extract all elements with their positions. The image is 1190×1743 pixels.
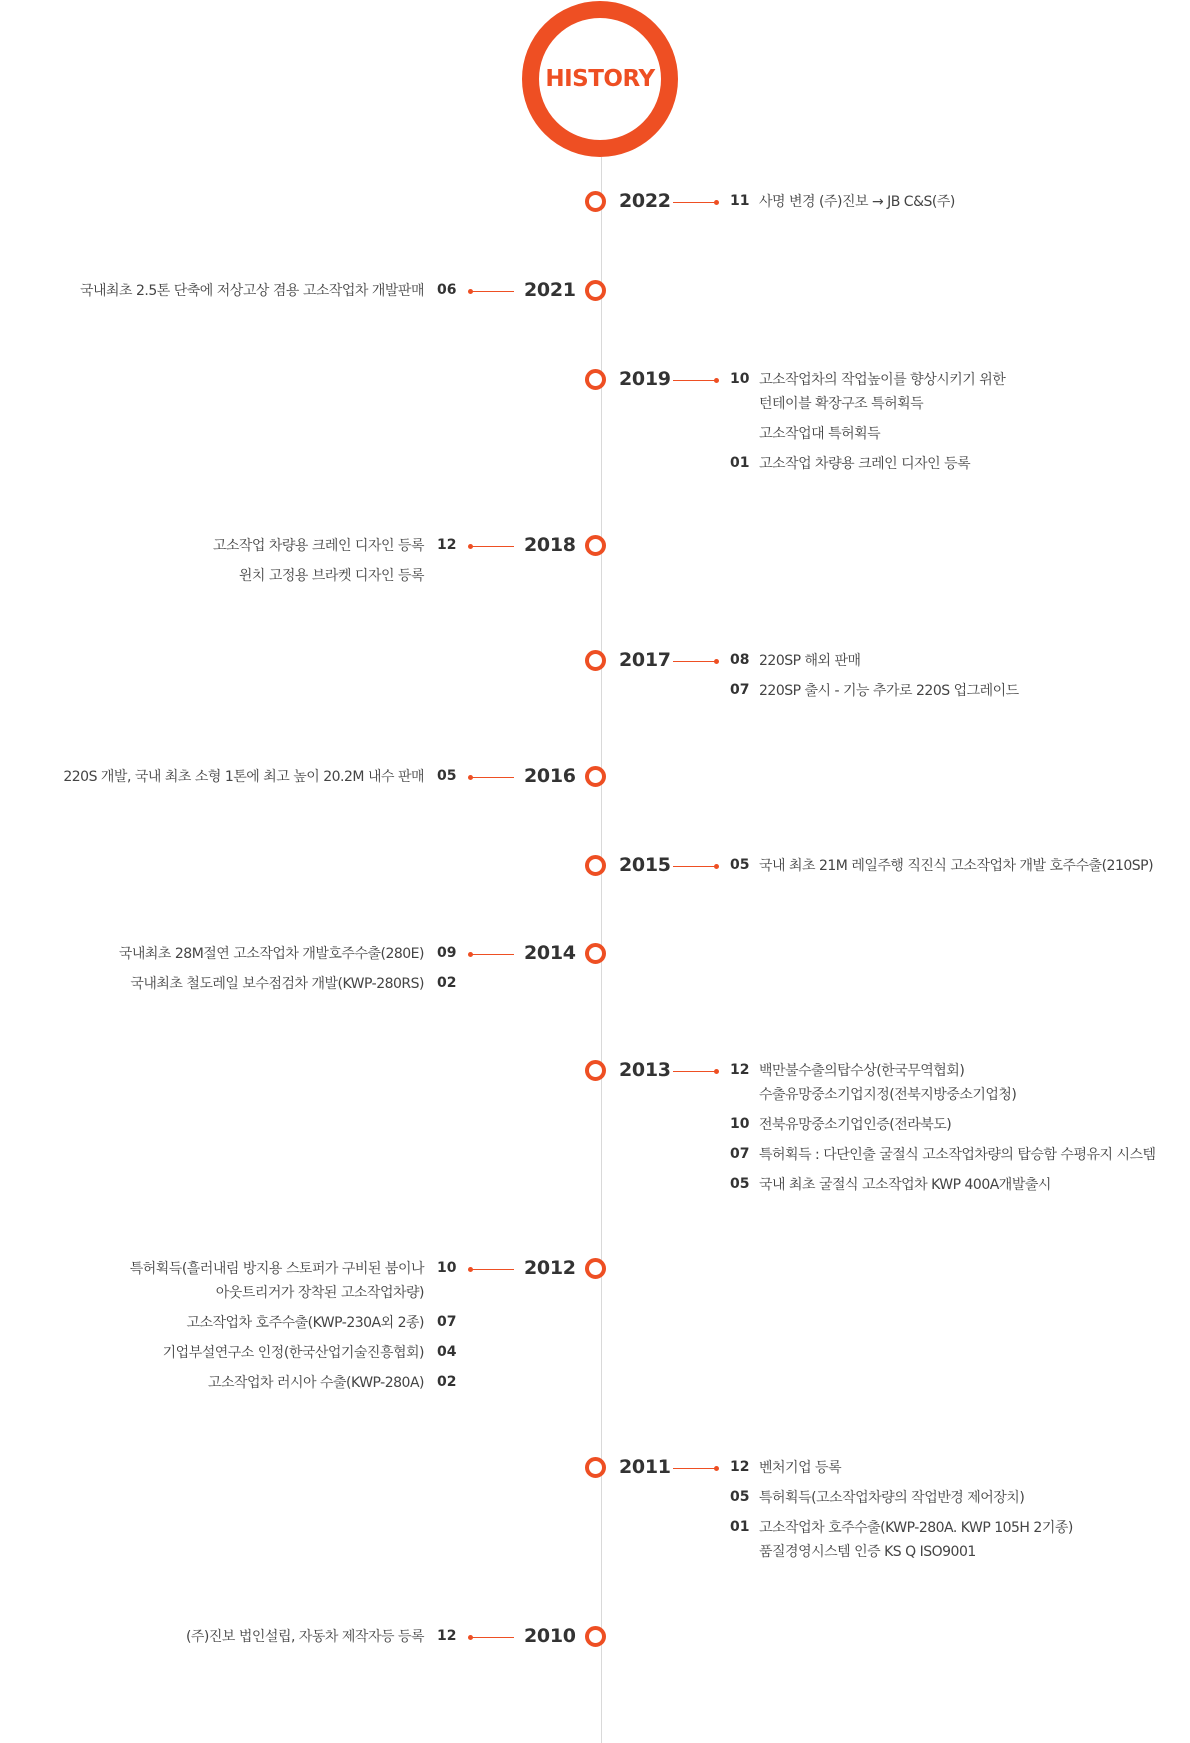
- event-text: 특허획득(흘러내림 방지용 스토퍼가 구비된 붐이나: [129, 1261, 424, 1277]
- event-text: 고소작업대 특허획득: [759, 426, 881, 442]
- year-connector: [470, 777, 514, 778]
- event-month: 10: [730, 1116, 750, 1132]
- event-text: 고소작업차 러시아 수출(KWP-280A): [207, 1375, 424, 1391]
- event-text: 윈치 고정용 브라켓 디자인 등록: [238, 568, 424, 584]
- event-text: 품질경영시스템 인증 KS Q ISO9001: [759, 1544, 976, 1560]
- event-month: 07: [437, 1314, 457, 1330]
- event-month: 12: [437, 1628, 457, 1644]
- year-label: 2013: [619, 1059, 671, 1081]
- timeline-node: [585, 943, 606, 964]
- event-month: 09: [437, 945, 457, 961]
- event-text: 고소작업 차량용 크레인 디자인 등록: [212, 538, 424, 554]
- event-text: 220S 개발, 국내 최초 소형 1톤에 최고 높이 20.2M 내수 판매: [63, 769, 424, 785]
- timeline-node: [585, 280, 606, 301]
- event-month: 04: [437, 1344, 457, 1360]
- event-text: 고소작업 차량용 크레인 디자인 등록: [759, 456, 971, 472]
- event-month: 02: [437, 975, 457, 991]
- year-connector: [470, 1269, 514, 1270]
- event-month: 12: [730, 1459, 750, 1475]
- year-label: 2022: [619, 190, 671, 212]
- timeline-node: [585, 1060, 606, 1081]
- event-text: 특허획득 : 다단인출 굴절식 고소작업차량의 탑승함 수평유지 시스템: [759, 1147, 1156, 1163]
- event-text: 수출유망중소기업지정(전북지방중소기업청): [759, 1087, 1017, 1103]
- event-month: 01: [730, 455, 750, 471]
- event-month: 02: [437, 1374, 457, 1390]
- event-text: 국내 최초 굴절식 고소작업차 KWP 400A개발출시: [759, 1177, 1051, 1193]
- year-label: 2021: [524, 279, 576, 301]
- year-connector: [470, 954, 514, 955]
- timeline-node: [585, 766, 606, 787]
- event-month: 07: [730, 682, 750, 698]
- event-month: 12: [730, 1062, 750, 1078]
- history-badge-label: HISTORY: [545, 66, 655, 92]
- event-text: 기업부설연구소 인정(한국산업기술진흥협회): [162, 1345, 424, 1361]
- year-label: 2012: [524, 1257, 576, 1279]
- event-text: 전북유망중소기업인증(전라북도): [759, 1117, 952, 1133]
- timeline-node: [585, 369, 606, 390]
- event-text: 고소작업차의 작업높이를 향상시키기 위한: [759, 372, 1006, 388]
- timeline-node: [585, 1626, 606, 1647]
- year-label: 2011: [619, 1456, 671, 1478]
- year-connector: [673, 380, 717, 381]
- event-text: 국내최초 철도레일 보수점검차 개발(KWP-280RS): [130, 976, 424, 992]
- event-month: 10: [437, 1260, 457, 1276]
- event-text: 220SP 해외 판매: [759, 653, 861, 669]
- year-label: 2018: [524, 534, 576, 556]
- year-label: 2015: [619, 854, 671, 876]
- event-month: 11: [730, 193, 750, 209]
- event-text: 백만불수출의탑수상(한국무역협회): [759, 1063, 965, 1079]
- timeline-node: [585, 191, 606, 212]
- event-text: 벤처기업 등록: [759, 1460, 842, 1476]
- timeline-node: [585, 1258, 606, 1279]
- year-connector: [673, 202, 717, 203]
- event-text: 특허획득(고소작업차량의 작업반경 제어장치): [759, 1490, 1025, 1506]
- event-text: 국내최초 28M절연 고소작업차 개발호주수출(280E): [118, 946, 424, 962]
- event-month: 05: [730, 1176, 750, 1192]
- year-label: 2010: [524, 1625, 576, 1647]
- timeline-node: [585, 535, 606, 556]
- event-text: 국내최초 2.5톤 단축에 저상고상 겸용 고소작업차 개발판매: [79, 283, 424, 299]
- timeline-node: [585, 1457, 606, 1478]
- year-label: 2016: [524, 765, 576, 787]
- event-month: 12: [437, 537, 457, 553]
- year-connector: [673, 866, 717, 867]
- year-connector: [470, 1637, 514, 1638]
- event-text: 국내 최초 21M 레일주행 직진식 고소작업차 개발 호주수출(210SP): [759, 858, 1154, 874]
- event-month: 01: [730, 1519, 750, 1535]
- history-badge: [522, 1, 678, 157]
- year-connector: [673, 661, 717, 662]
- event-month: 05: [730, 1489, 750, 1505]
- event-text: 아웃트리거가 장착된 고소작업차량): [215, 1285, 424, 1301]
- event-text: 고소작업차 호주수출(KWP-230A외 2종): [186, 1315, 424, 1331]
- year-label: 2019: [619, 368, 671, 390]
- timeline-node: [585, 855, 606, 876]
- event-month: 05: [730, 857, 750, 873]
- event-month: 10: [730, 371, 750, 387]
- year-connector: [673, 1468, 717, 1469]
- event-text: 220SP 출시 - 기능 추가로 220S 업그레이드: [759, 683, 1019, 699]
- event-text: 사명 변경 (주)진보 → JB C&S(주): [759, 194, 955, 210]
- event-text: 고소작업차 호주수출(KWP-280A. KWP 105H 2기종): [759, 1520, 1073, 1536]
- event-text: (주)진보 법인설립, 자동차 제작자등 등록: [185, 1629, 424, 1645]
- year-label: 2017: [619, 649, 671, 671]
- event-month: 06: [437, 282, 457, 298]
- year-connector: [673, 1071, 717, 1072]
- event-month: 05: [437, 768, 457, 784]
- event-text: 턴테이블 확장구조 특허획득: [759, 396, 924, 412]
- event-month: 08: [730, 652, 750, 668]
- year-connector: [470, 291, 514, 292]
- event-month: 07: [730, 1146, 750, 1162]
- timeline-node: [585, 650, 606, 671]
- year-connector: [470, 546, 514, 547]
- year-label: 2014: [524, 942, 576, 964]
